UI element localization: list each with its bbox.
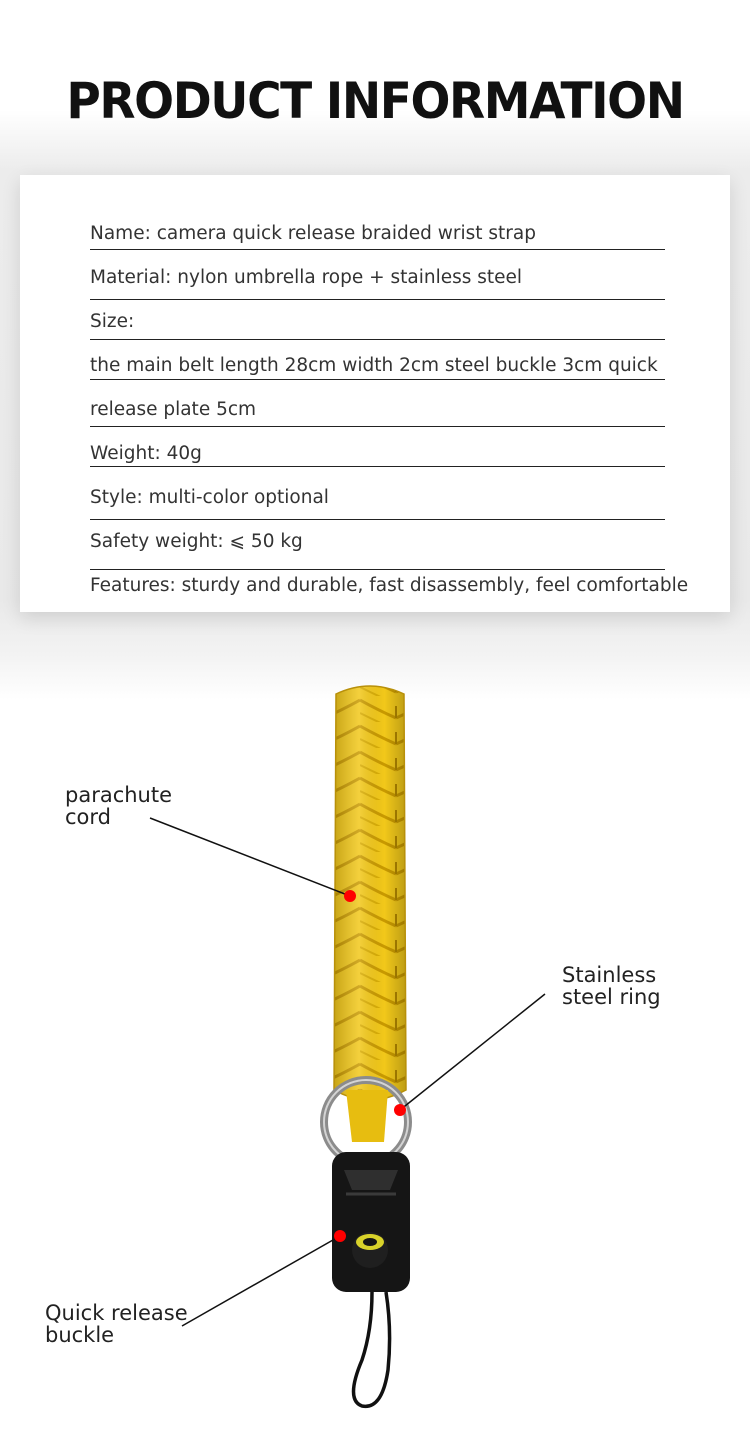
spec-material: Material: nylon umbrella rope + stainless steel (90, 267, 523, 288)
spec-name: Name: camera quick release braided wrist strap (90, 223, 536, 244)
divider (90, 519, 665, 520)
divider (90, 249, 665, 250)
product-illustration (0, 670, 750, 1448)
callout-steel-ring: Stainless steel ring (562, 963, 661, 1009)
spec-safety-weight: Safety weight: ⩽ 50 kg (90, 531, 303, 552)
spec-card (20, 175, 730, 612)
quick-release-buckle (332, 1152, 410, 1292)
divider (90, 569, 665, 570)
cord-marker-dot (344, 890, 356, 902)
divider (90, 299, 665, 300)
lanyard-loop (354, 1292, 390, 1406)
ring-marker-dot (394, 1104, 406, 1116)
strap-braid (334, 686, 406, 1100)
spec-features: Features: sturdy and durable, fast disassembly, feel comfortable (90, 575, 689, 596)
buckle-marker-dot (334, 1230, 346, 1242)
callout-parachute-cord: parachute cord (65, 783, 173, 829)
spec-style: Style: multi-color optional (90, 487, 329, 508)
divider (90, 466, 665, 467)
spec-size-line-1: the main belt length 28cm width 2cm steel buckle 3cm quick (90, 355, 658, 376)
spec-size-label: Size: (90, 311, 135, 332)
divider (90, 339, 665, 340)
spec-weight: Weight: 40g (90, 443, 202, 464)
divider (90, 426, 665, 427)
divider (90, 379, 665, 380)
strap-tail (346, 1090, 388, 1142)
page-title: PRODUCT INFORMATION (66, 72, 684, 130)
spec-size-line-2: release plate 5cm (90, 399, 257, 420)
callout-quick-release-buckle: Quick release buckle (45, 1301, 188, 1347)
